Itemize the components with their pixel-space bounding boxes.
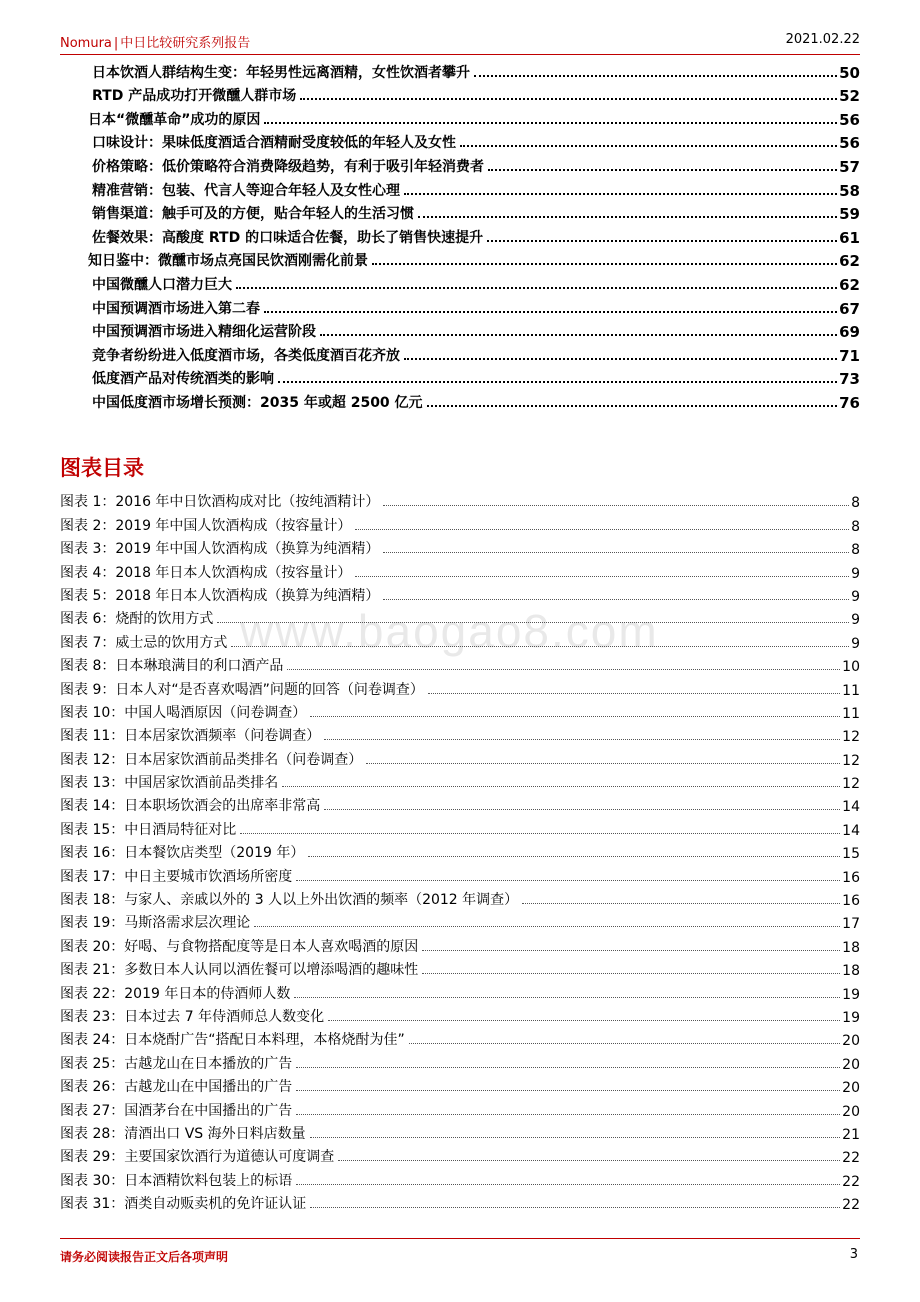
figure-entry-page: 22 [842, 1197, 860, 1214]
toc-entry-page: 56 [839, 110, 860, 129]
figure-entry-page: 9 [851, 635, 860, 652]
dot-leader [296, 1066, 840, 1068]
figure-entry-page: 16 [842, 869, 860, 886]
dot-leader [296, 1183, 840, 1185]
toc-entry[interactable] [60, 270, 860, 294]
figure-entry-title: 图表 27：国酒茅台在中国播出的广告 [60, 1102, 293, 1119]
figure-entry-page: 15 [842, 846, 860, 863]
dot-leader [236, 286, 837, 289]
figure-entry-page: 22 [842, 1173, 860, 1190]
toc-entry-title: 中国预调酒市场进入精细化运营阶段 [92, 321, 318, 341]
figure-entry-page: 14 [842, 799, 860, 816]
toc-entry-page: 67 [839, 299, 860, 318]
figure-entry-page: 12 [842, 752, 860, 769]
dot-leader [296, 879, 840, 881]
figure-entry[interactable] [60, 488, 860, 511]
toc-entry-page: 57 [839, 157, 860, 176]
figure-entry[interactable] [60, 979, 860, 1002]
watermark: www.baogao8.com [240, 605, 659, 657]
figure-entry-title: 图表 26：古越龙山在中国播出的广告 [60, 1079, 293, 1096]
figure-entry-page: 8 [851, 542, 860, 559]
figure-entry-page: 8 [851, 518, 860, 535]
dot-leader [264, 310, 837, 313]
toc-entry[interactable] [60, 294, 860, 318]
dot-leader [460, 144, 837, 147]
figure-entry[interactable] [60, 699, 860, 722]
figures-section-title: 图表目录 [60, 456, 144, 480]
toc-entry-page: 69 [839, 323, 860, 342]
figure-entry-title: 图表 18：与家人、亲戚以外的 3 人以上外出饮酒的频率（2012 年调查） [60, 892, 519, 909]
figure-entry-page: 12 [842, 729, 860, 746]
figure-entry[interactable] [60, 535, 860, 558]
figure-entry-title: 图表 13：中国居家饮酒前品类排名 [60, 775, 279, 792]
toc-entry-title: 日本饮酒人群结构生变：年轻男性远离酒精，女性饮酒者攀升 [92, 62, 472, 82]
figure-entry-title: 图表 7：威士忌的饮用方式 [60, 634, 228, 651]
figure-entry[interactable] [60, 1049, 860, 1072]
toc-entry-page: 62 [839, 252, 860, 271]
figure-entry-page: 18 [842, 939, 860, 956]
toc-entry[interactable] [60, 388, 860, 412]
dot-leader [308, 855, 840, 857]
toc-entry-page: 58 [839, 181, 860, 200]
figure-entry[interactable] [60, 722, 860, 745]
toc-entry[interactable] [60, 129, 860, 153]
toc-entry[interactable] [60, 176, 860, 200]
figure-entry-title: 图表 1：2016 年中日饮酒构成对比（按纯酒精计） [60, 494, 380, 511]
toc-entry-page: 59 [839, 205, 860, 224]
figure-entry-page: 17 [842, 916, 860, 933]
dot-leader [487, 239, 837, 242]
toc-entry-title: 中国微醺人口潜力巨大 [92, 274, 234, 294]
dot-leader [427, 404, 838, 407]
dot-leader [217, 621, 849, 623]
dot-leader [338, 1159, 840, 1161]
figure-entry-title: 图表 9：日本人对“是否喜欢喝酒”问题的回答（问卷调查） [60, 681, 424, 698]
page-header [60, 28, 860, 55]
dot-leader [240, 832, 840, 834]
dot-leader [328, 1019, 840, 1021]
figure-entry-title: 图表 29：主要国家饮酒行为道德认可度调查 [60, 1149, 335, 1166]
figure-entry-page: 14 [842, 822, 860, 839]
figure-entry[interactable] [60, 605, 860, 628]
dot-leader [383, 504, 849, 506]
figure-entry-title: 图表 19：马斯洛需求层次理论 [60, 915, 251, 932]
dot-leader [278, 380, 837, 383]
figure-entry[interactable] [60, 745, 860, 768]
toc-entry-title: 精准营销：包装、代言人等迎合年轻人及女性心理 [92, 180, 402, 200]
figure-entry[interactable] [60, 1096, 860, 1119]
toc-entry-page: 61 [839, 228, 860, 247]
toc-entry[interactable] [60, 105, 860, 129]
toc-entry[interactable] [60, 365, 860, 389]
toc-entry-title: RTD 产品成功打开微醺人群市场 [92, 85, 298, 105]
toc-entry-page: 73 [839, 370, 860, 389]
dot-leader [264, 121, 837, 124]
figure-entry-title: 图表 17：中日主要城市饮酒场所密度 [60, 868, 293, 885]
figure-entry-title: 图表 31：酒类自动贩卖机的免许证认证 [60, 1196, 307, 1213]
figure-entry-title: 图表 4：2018 年日本人饮酒构成（按容量计） [60, 564, 352, 581]
dot-leader [383, 598, 849, 600]
toc-entry[interactable] [60, 341, 860, 365]
toc-entry-title: 日本“微醺革命”成功的原因 [88, 109, 262, 129]
dot-leader [409, 1042, 840, 1044]
figure-entry[interactable] [60, 1026, 860, 1049]
toc-entry[interactable] [60, 200, 860, 224]
figure-entry[interactable] [60, 769, 860, 792]
figure-entry[interactable] [60, 956, 860, 979]
dot-leader [404, 357, 837, 360]
toc-entry[interactable] [60, 82, 860, 106]
toc-entry[interactable] [60, 152, 860, 176]
figure-entry-page: 20 [842, 1080, 860, 1097]
toc-entry-title: 价格策略：低价策略符合消费降级趋势，有利于吸引年轻消费者 [92, 156, 486, 176]
figure-entry[interactable] [60, 886, 860, 909]
figure-entry[interactable] [60, 862, 860, 885]
dot-leader [320, 333, 837, 336]
figure-entry-title: 图表 5：2018 年日本人饮酒构成（换算为纯酒精） [60, 587, 380, 604]
toc-entry-title: 中国预调酒市场进入第二春 [92, 298, 262, 318]
toc-entry-title: 知日鉴中：微醺市场点亮国民饮酒刚需化前景 [88, 250, 370, 270]
figure-entry-title: 图表 15：中日酒局特征对比 [60, 821, 237, 838]
figure-entry-page: 10 [842, 659, 860, 676]
figure-entry-page: 19 [842, 986, 860, 1003]
toc-entry-page: 76 [839, 393, 860, 412]
figure-entry-page: 9 [851, 588, 860, 605]
figure-entry-page: 9 [851, 612, 860, 629]
figure-list [60, 488, 860, 1213]
dot-leader [355, 575, 849, 577]
header-brand [60, 32, 250, 51]
figure-entry-title: 图表 14：日本职场饮酒会的出席率非常高 [60, 798, 321, 815]
figure-entry[interactable] [60, 1073, 860, 1096]
dot-leader [296, 1113, 840, 1115]
toc-entry-title: 口味设计：果味低度酒适合酒精耐受度较低的年轻人及女性 [92, 132, 458, 152]
dot-leader [355, 528, 849, 530]
figure-entry[interactable] [60, 1003, 860, 1026]
dot-leader [372, 262, 837, 265]
dot-leader [418, 215, 837, 218]
dot-leader [310, 1206, 840, 1208]
figure-entry-title: 图表 2：2019 年中国人饮酒构成（按容量计） [60, 517, 352, 534]
toc-entry-title: 低度酒产品对传统酒类的影响 [92, 368, 276, 388]
figure-entry[interactable] [60, 1166, 860, 1189]
figure-entry-title: 图表 8：日本琳琅满目的利口酒产品 [60, 658, 284, 675]
figure-entry[interactable] [60, 1190, 860, 1213]
dot-leader [300, 97, 837, 100]
figure-entry-page: 16 [842, 893, 860, 910]
header-separator: | [113, 36, 119, 51]
dot-leader [294, 996, 840, 998]
toc-entry-title: 中国低度酒市场增长预测：2035 年或超 2500 亿元 [92, 392, 425, 412]
figure-entry-page: 20 [842, 1056, 860, 1073]
figure-entry-title: 图表 25：古越龙山在日本播放的广告 [60, 1055, 293, 1072]
page-number: 3 [849, 1247, 858, 1262]
dot-leader [404, 192, 837, 195]
figure-entry-title: 图表 23：日本过去 7 年侍酒师总人数变化 [60, 1008, 325, 1025]
dot-leader [366, 762, 840, 764]
figure-entry[interactable] [60, 1120, 860, 1143]
figure-entry-page: 11 [842, 682, 860, 699]
dot-leader [310, 715, 840, 717]
figure-entry-title: 图表 16：日本餐饮店类型（2019 年） [60, 845, 305, 862]
dot-leader [287, 668, 840, 670]
figure-entry[interactable] [60, 652, 860, 675]
figure-entry-title: 图表 20：好喝、与食物搭配度等是日本人喜欢喝酒的原因 [60, 938, 419, 955]
toc-entry[interactable] [60, 58, 860, 82]
toc-entry-page: 56 [839, 134, 860, 153]
figure-entry-title: 图表 3：2019 年中国人饮酒构成（换算为纯酒精） [60, 541, 380, 558]
toc-entry-page: 62 [839, 275, 860, 294]
figure-entry-title: 图表 28：清酒出口 VS 海外日料店数量 [60, 1125, 306, 1142]
figure-entry-title: 图表 30：日本酒精饮料包装上的标语 [60, 1172, 293, 1189]
toc-entry-title: 佐餐效果：高酸度 RTD 的口味适合佐餐，助长了销售快速提升 [92, 227, 485, 247]
figure-entry[interactable] [60, 932, 860, 955]
figure-entry-page: 19 [842, 1009, 860, 1026]
dot-leader [474, 74, 837, 77]
figure-entry[interactable] [60, 511, 860, 534]
dot-leader [422, 972, 840, 974]
toc-entry[interactable] [60, 318, 860, 342]
figure-entry[interactable] [60, 558, 860, 581]
toc-entry-title: 竞争者纷纷进入低度酒市场，各类低度酒百花齐放 [92, 345, 402, 365]
toc-entry-page: 52 [839, 87, 860, 106]
figure-entry-page: 18 [842, 963, 860, 980]
figure-entry-page: 20 [842, 1103, 860, 1120]
report-series: 中日比较研究系列报告 [120, 36, 251, 51]
figure-entry-title: 图表 12：日本居家饮酒前品类排名（问卷调查） [60, 751, 363, 768]
footer-disclaimer: 请务必阅读报告正文后各项声明 [60, 1250, 229, 1264]
figure-entry[interactable] [60, 909, 860, 932]
figure-entry[interactable] [60, 675, 860, 698]
figure-entry-page: 20 [842, 1033, 860, 1050]
dot-leader [383, 551, 849, 553]
dot-leader [254, 925, 840, 927]
figure-entry-page: 21 [842, 1126, 860, 1143]
figure-entry-page: 8 [851, 495, 860, 512]
figure-entry-page: 11 [842, 705, 860, 722]
figure-entry[interactable] [60, 815, 860, 838]
report-date: 2021.02.22 [785, 32, 860, 47]
figure-entry-page: 9 [851, 565, 860, 582]
toc-entry[interactable] [60, 247, 860, 271]
figure-entry[interactable] [60, 792, 860, 815]
figure-entry-title: 图表 6：烧酎的饮用方式 [60, 611, 214, 628]
dot-leader [428, 692, 840, 694]
figure-entry[interactable] [60, 582, 860, 605]
dot-leader [296, 1089, 840, 1091]
table-of-contents [60, 58, 860, 412]
dot-leader [282, 785, 840, 787]
dot-leader [488, 168, 837, 171]
figure-entry-page: 22 [842, 1150, 860, 1167]
dot-leader [310, 1136, 841, 1138]
dot-leader [231, 645, 849, 647]
dot-leader [324, 808, 840, 810]
figure-entry-title: 图表 10：中国人喝酒原因（问卷调查） [60, 704, 307, 721]
figure-entry-title: 图表 11：日本居家饮酒频率（问卷调查） [60, 728, 321, 745]
toc-entry-title: 销售渠道：触手可及的方便，贴合年轻人的生活习惯 [92, 203, 416, 223]
toc-entry[interactable] [60, 223, 860, 247]
toc-entry-page: 71 [839, 346, 860, 365]
figure-entry-title: 图表 21：多数日本人认同以酒佐餐可以增添喝酒的趣味性 [60, 962, 419, 979]
dot-leader [422, 949, 840, 951]
figure-entry-page: 12 [842, 776, 860, 793]
toc-entry-page: 50 [839, 63, 860, 82]
dot-leader [522, 902, 840, 904]
page-footer [60, 1238, 860, 1269]
figure-entry-title: 图表 22：2019 年日本的侍酒师人数 [60, 985, 291, 1002]
figure-entry[interactable] [60, 1143, 860, 1166]
brand-name: Nomura [60, 36, 112, 51]
figure-entry-title: 图表 24：日本烧酎广告“搭配日本料理，本格烧酎为佳” [60, 1032, 405, 1049]
dot-leader [324, 738, 840, 740]
figure-entry[interactable] [60, 839, 860, 862]
figure-entry[interactable] [60, 628, 860, 651]
